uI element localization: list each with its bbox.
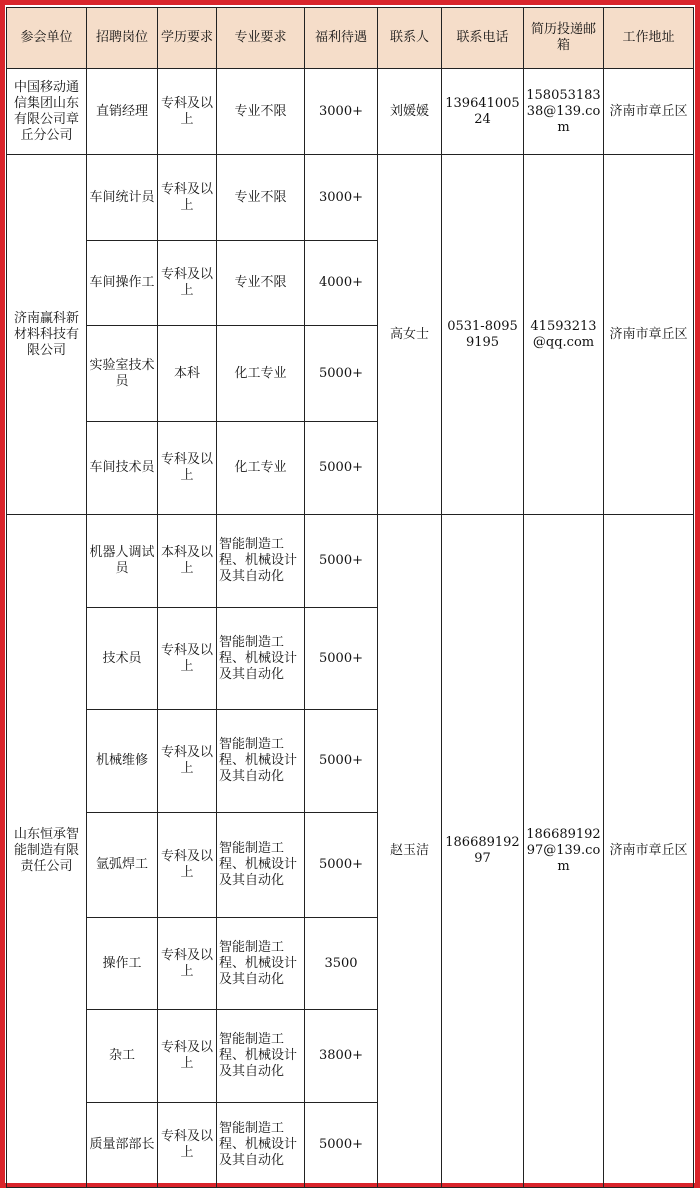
header-education: 学历要求 bbox=[158, 8, 217, 69]
job-education: 专科及以上 bbox=[158, 422, 217, 515]
job-salary: 5000+ bbox=[305, 710, 378, 813]
job-major: 化工专业 bbox=[217, 326, 305, 422]
header-phone: 联系电话 bbox=[442, 8, 524, 69]
table-row bbox=[7, 69, 694, 155]
table-row bbox=[7, 515, 694, 608]
job-position: 质量部部长 bbox=[87, 1103, 158, 1188]
job-salary: 4000+ bbox=[305, 241, 378, 326]
job-major: 化工专业 bbox=[217, 422, 305, 515]
header-row bbox=[7, 8, 694, 69]
job-major: 专业不限 bbox=[217, 155, 305, 241]
job-major: 智能制造工程、机械设计及其自动化 bbox=[217, 515, 305, 608]
contact-email: 15805318338@139.com bbox=[524, 69, 604, 155]
company-name: 山东恒承智能制造有限责任公司 bbox=[7, 515, 87, 1188]
job-education: 专科及以上 bbox=[158, 710, 217, 813]
job-position: 操作工 bbox=[87, 918, 158, 1010]
contact-email: 41593213@qq.com bbox=[524, 155, 604, 515]
header-contact: 联系人 bbox=[378, 8, 442, 69]
contact-name: 赵玉洁 bbox=[378, 515, 442, 1188]
job-salary: 3800+ bbox=[305, 1010, 378, 1103]
contact-phone: 18668919297 bbox=[442, 515, 524, 1188]
header-address: 工作地址 bbox=[604, 8, 694, 69]
job-major: 智能制造工程、机械设计及其自动化 bbox=[217, 1010, 305, 1103]
job-major: 智能制造工程、机械设计及其自动化 bbox=[217, 918, 305, 1010]
job-major: 智能制造工程、机械设计及其自动化 bbox=[217, 1103, 305, 1188]
job-education: 专科及以上 bbox=[158, 918, 217, 1010]
job-education: 专科及以上 bbox=[158, 155, 217, 241]
job-major: 智能制造工程、机械设计及其自动化 bbox=[217, 608, 305, 710]
job-major: 智能制造工程、机械设计及其自动化 bbox=[217, 710, 305, 813]
recruitment-table bbox=[6, 7, 694, 1188]
contact-name: 高女士 bbox=[378, 155, 442, 515]
job-salary: 3500 bbox=[305, 918, 378, 1010]
job-position: 车间技术员 bbox=[87, 422, 158, 515]
job-education: 本科及以上 bbox=[158, 515, 217, 608]
job-position: 实验室技术员 bbox=[87, 326, 158, 422]
job-major: 专业不限 bbox=[217, 69, 305, 155]
header-email: 简历投递邮箱 bbox=[524, 8, 604, 69]
job-salary: 5000+ bbox=[305, 515, 378, 608]
job-salary: 3000+ bbox=[305, 155, 378, 241]
job-salary: 5000+ bbox=[305, 813, 378, 918]
company-name: 济南赢科新材料科技有限公司 bbox=[7, 155, 87, 515]
job-salary: 5000+ bbox=[305, 1103, 378, 1188]
job-education: 专科及以上 bbox=[158, 813, 217, 918]
contact-email: 18668919297@139.com bbox=[524, 515, 604, 1188]
job-position: 技术员 bbox=[87, 608, 158, 710]
contact-phone: 0531-80959195 bbox=[442, 155, 524, 515]
job-education: 本科 bbox=[158, 326, 217, 422]
job-salary: 5000+ bbox=[305, 608, 378, 710]
job-salary: 5000+ bbox=[305, 326, 378, 422]
job-position: 直销经理 bbox=[87, 69, 158, 155]
job-position: 杂工 bbox=[87, 1010, 158, 1103]
company-name: 中国移动通信集团山东有限公司章丘分公司 bbox=[7, 69, 87, 155]
job-education: 专科及以上 bbox=[158, 1103, 217, 1188]
header-salary: 福利待遇 bbox=[305, 8, 378, 69]
job-education: 专科及以上 bbox=[158, 1010, 217, 1103]
job-education: 专科及以上 bbox=[158, 69, 217, 155]
job-position: 车间操作工 bbox=[87, 241, 158, 326]
work-address: 济南市章丘区 bbox=[604, 155, 694, 515]
header-major: 专业要求 bbox=[217, 8, 305, 69]
contact-name: 刘媛媛 bbox=[378, 69, 442, 155]
job-salary: 3000+ bbox=[305, 69, 378, 155]
table-frame bbox=[5, 5, 695, 1183]
contact-phone: 13964100524 bbox=[442, 69, 524, 155]
job-major: 智能制造工程、机械设计及其自动化 bbox=[217, 813, 305, 918]
header-company: 参会单位 bbox=[7, 8, 87, 69]
job-education: 专科及以上 bbox=[158, 241, 217, 326]
job-position: 车间统计员 bbox=[87, 155, 158, 241]
table-row bbox=[7, 155, 694, 241]
job-salary: 5000+ bbox=[305, 422, 378, 515]
job-education: 专科及以上 bbox=[158, 608, 217, 710]
work-address: 济南市章丘区 bbox=[604, 69, 694, 155]
job-position: 机器人调试员 bbox=[87, 515, 158, 608]
job-position: 机械维修 bbox=[87, 710, 158, 813]
job-position: 氩弧焊工 bbox=[87, 813, 158, 918]
work-address: 济南市章丘区 bbox=[604, 515, 694, 1188]
job-major: 专业不限 bbox=[217, 241, 305, 326]
header-position: 招聘岗位 bbox=[87, 8, 158, 69]
